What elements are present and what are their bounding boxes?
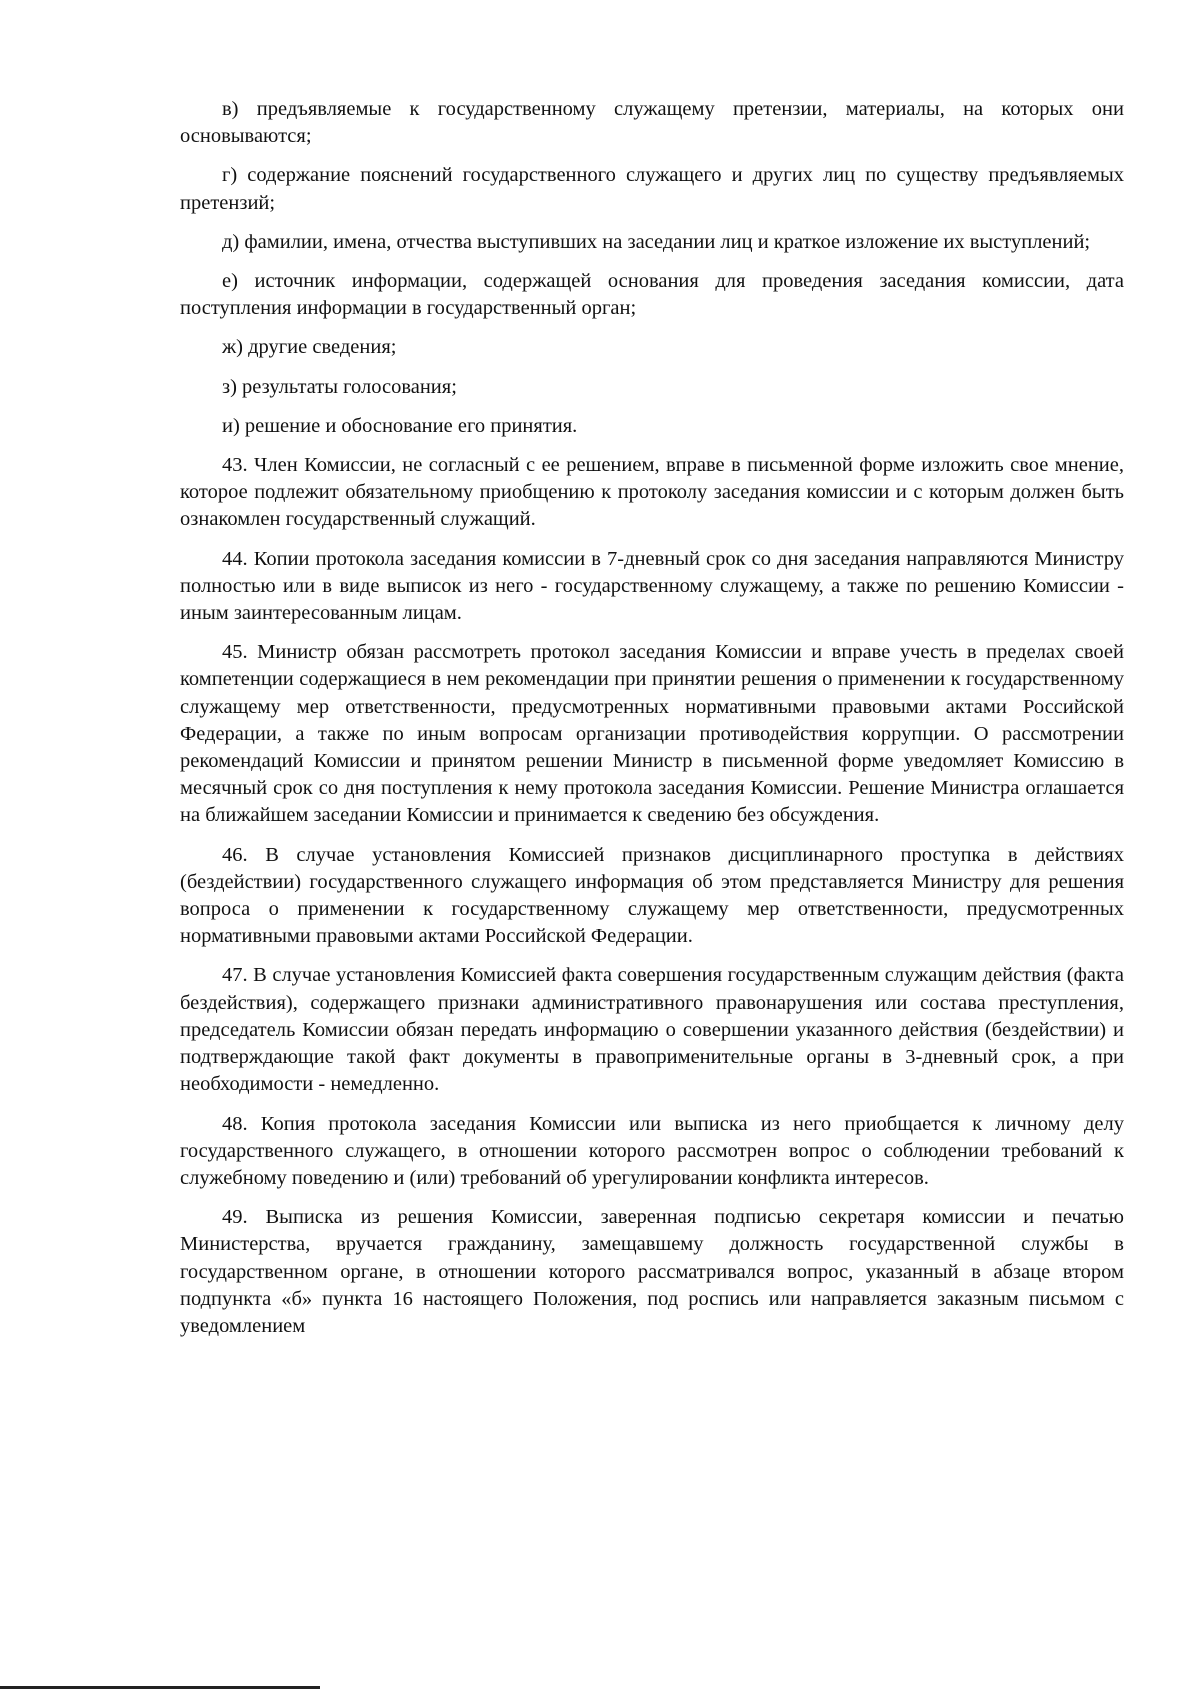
paragraph-i: и) решение и обоснование его принятия. — [222, 414, 578, 437]
footer-rule — [0, 1686, 320, 1689]
paragraph-v: в) предъявляемые к государственному служащему претензии, материалы, на которых они основываются; — [180, 98, 1124, 148]
document-page — [180, 96, 1124, 1352]
paragraph-49: 49. Выписка из решения Комиссии, заверенная подписью секретаря комиссии и печатью Министерства, вручается гражданину, замещавшему должность государственной службы в государственном органе, в отношении которого рассматривался вопрос, указанный в абзаце втором подпункта «б» пункта 16 настоящего Положения, под роспись или направляется заказным письмом с уведомлением — [180, 1206, 1124, 1337]
paragraph-46: 46. В случае установления Комиссией признаков дисциплинарного проступка в действиях (бездействии) государственного служащего информация об этом представляется Министру для решения вопроса о применении к государственному служащему мер ответственности, предусмотренных нормативными правовыми актами Российской Федерации. — [180, 843, 1124, 948]
paragraph-48: 48. Копия протокола заседания Комиссии или выписка из него приобщается к личному делу государственного служащего, в отношении которого рассмотрен вопрос о соблюдении требований к служебному поведению и (или) требований об урегулировании конфликта интересов. — [180, 1112, 1124, 1189]
paragraph-44: 44. Копии протокола заседания комиссии в 7-дневный срок со дня заседания направляются Министру полностью или в виде выписок из него - государственному служащему, а также по решению Комиссии - иным заинтересованным лицам. — [180, 547, 1124, 625]
paragraph-zh: ж) другие сведения; — [222, 336, 397, 359]
paragraph-e: е) источник информации, содержащей основания для проведения заседания комиссии, дата поступления информации в государственный орган; — [180, 270, 1124, 320]
paragraph-45: 45. Министр обязан рассмотреть протокол заседания Комиссии и вправе учесть в пределах своей компетенции содержащиеся в нем рекомендации при принятии решения о применении к государственному служащему мер ответственности, предусмотренных нормативными правовыми актами Российской Федерации, а также по иным вопросам организации противодействия коррупции. О рассмотрении рекомендаций Комиссии и принятом решении Министр в письменной форме уведомляет Комиссию в месячный срок со дня поступления к нему протокола заседания Комиссии. Решение Министра оглашается на ближайшем заседании Комиссии и принимается к сведению без обсуждения. — [180, 641, 1124, 827]
paragraph-d: д) фамилии, имена, отчества выступивших на заседании лиц и краткое изложение их выступлений; — [222, 230, 1091, 253]
paragraph-43: 43. Член Комиссии, не согласный с ее решением, вправе в письменной форме изложить свое мнение, которое подлежит обязательному приобщению к протоколу заседания комиссии и с которым должен быть ознакомлен государственный служащий. — [180, 454, 1124, 531]
paragraph-z: з) результаты голосования; — [222, 375, 457, 398]
paragraph-g: г) содержание пояснений государственного служащего и других лиц по существу предъявляемых претензий; — [180, 164, 1124, 214]
paragraph-47: 47. В случае установления Комиссией факта совершения государственным служащим действия (факта бездействия), содержащего признаки административного правонарушения или состава преступления, председатель Комиссии обязан передать информацию о совершении указанного действия (бездействии) и подтверждающие такой факт документы в правоприменительные органы в 3-дневный срок, а при необходимости - немедленно. — [180, 964, 1124, 1096]
